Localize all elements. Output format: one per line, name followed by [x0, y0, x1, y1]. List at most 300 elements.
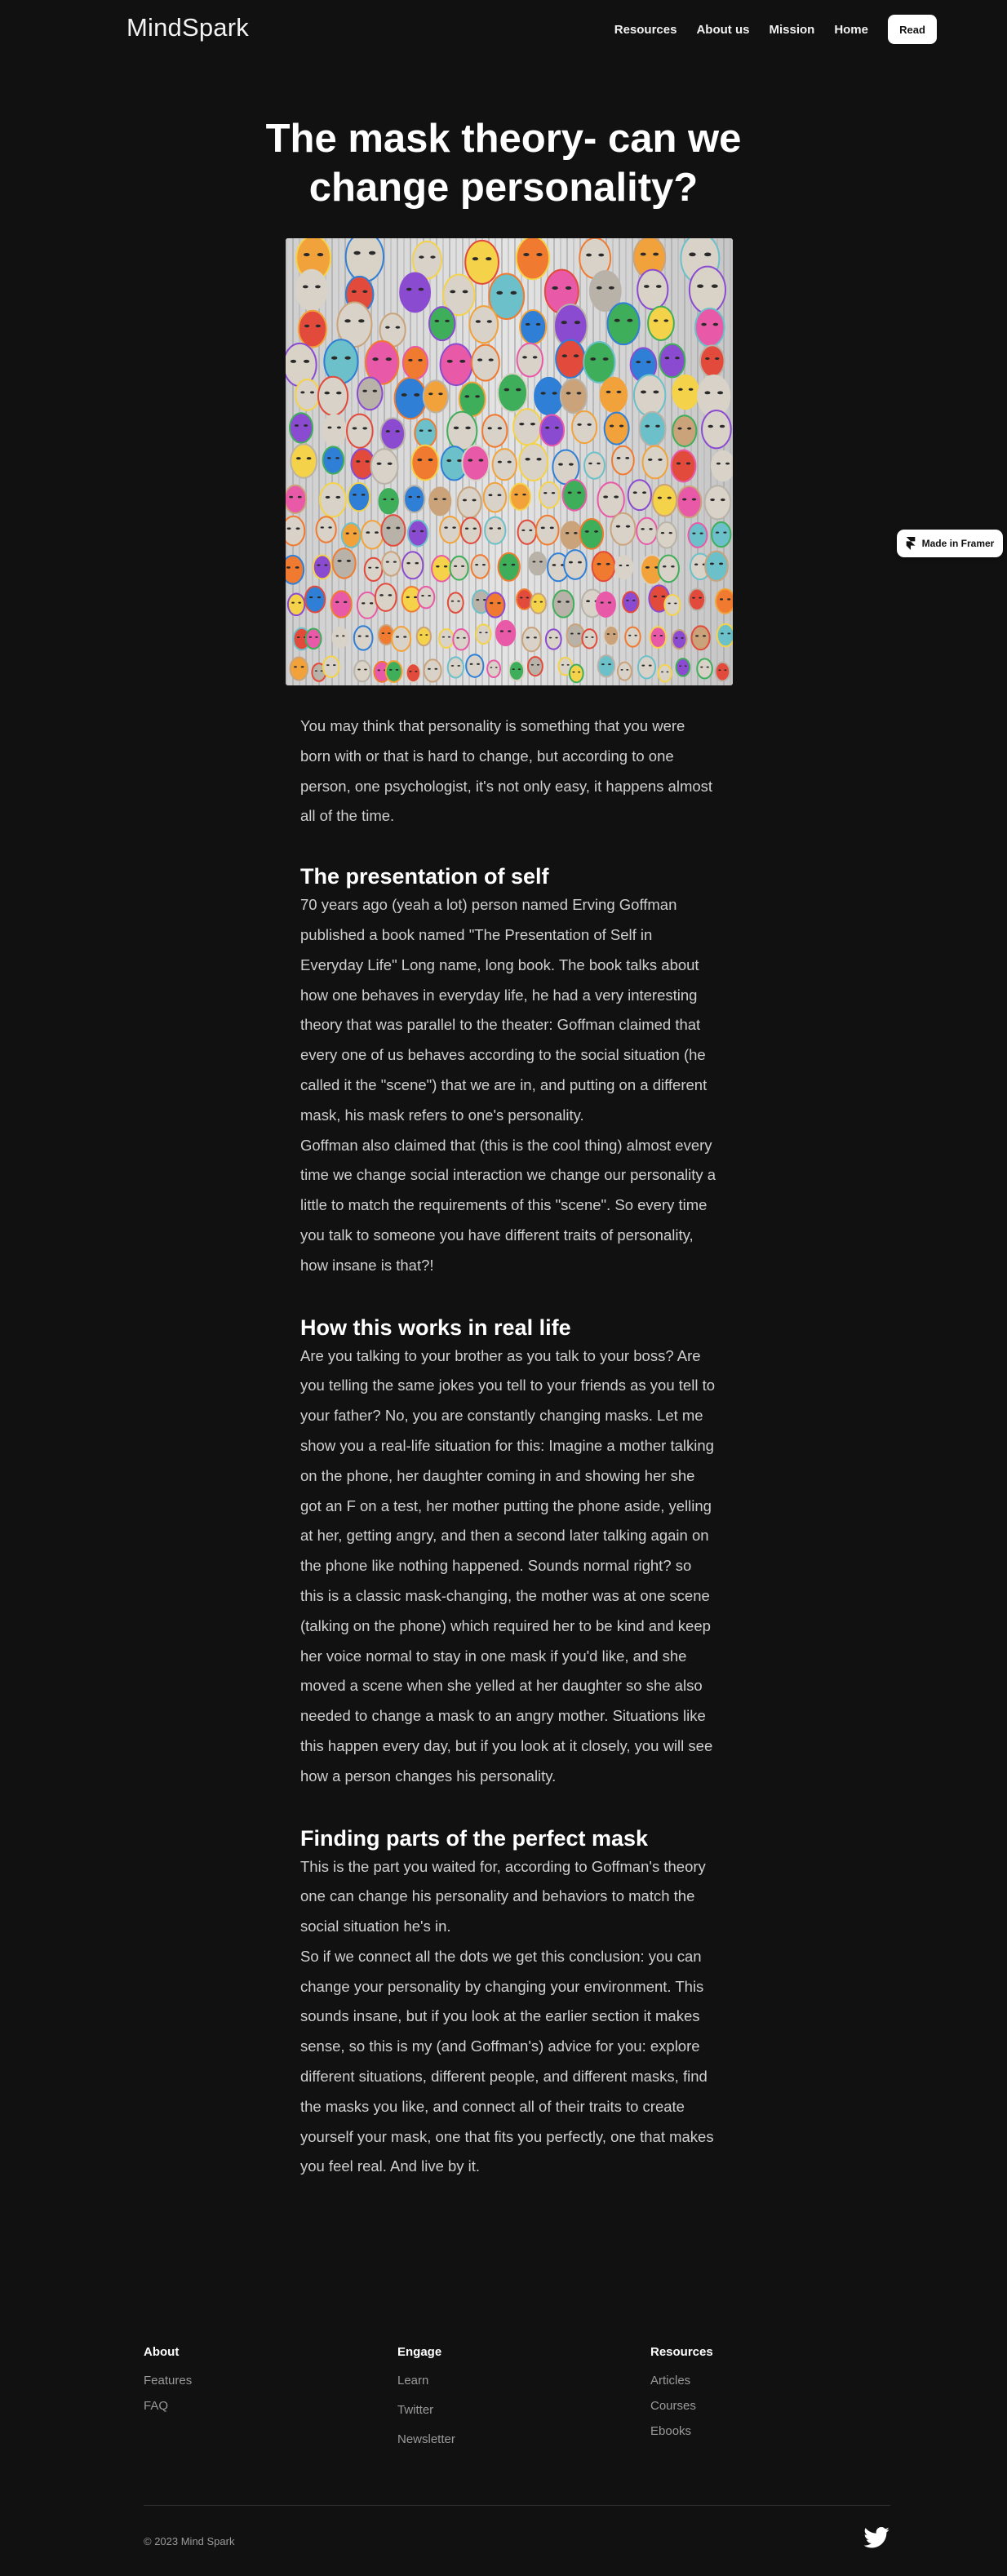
nav-link-resources[interactable]: Resources — [614, 22, 677, 37]
mask-eye — [500, 630, 504, 632]
mask-eye — [477, 663, 480, 665]
mask-face — [664, 595, 680, 615]
mask-eye — [562, 354, 567, 357]
mask-eye — [395, 430, 399, 432]
mask-eye — [303, 286, 308, 289]
mask-eye — [588, 463, 592, 464]
mask-eye — [552, 392, 557, 394]
mask-face — [615, 556, 632, 579]
mask-eye — [626, 565, 629, 566]
mask-face — [634, 375, 665, 415]
mask-eye — [713, 323, 718, 326]
mask-eye — [721, 499, 725, 501]
mask-face — [689, 523, 708, 548]
mask-eye — [335, 457, 339, 459]
mask-eye — [347, 560, 351, 562]
mask-face — [517, 589, 532, 610]
mask-eye — [353, 494, 357, 496]
copyright: © 2023 Mind Spark — [144, 2535, 235, 2547]
mask-eye — [617, 457, 621, 459]
made-in-framer-badge[interactable] — [897, 530, 1003, 557]
mask-eye — [364, 668, 367, 670]
mask-eye — [482, 564, 486, 565]
mask-eye — [414, 596, 417, 598]
mask-eye — [300, 391, 304, 393]
footer-link-newsletter[interactable]: Newsletter — [397, 2432, 455, 2446]
mask-eye — [317, 253, 324, 256]
mask-eye — [442, 636, 445, 638]
mask-face — [450, 556, 468, 580]
mask-eye — [727, 598, 730, 600]
mask-eye — [529, 530, 532, 531]
mask-eye — [601, 601, 604, 603]
mask-eye — [665, 357, 670, 359]
mask-eye — [346, 533, 349, 534]
mask-eye — [298, 602, 301, 604]
mask-eye — [478, 459, 483, 461]
mask-eye — [561, 664, 564, 666]
mask-face — [354, 626, 373, 650]
mask-face — [672, 630, 687, 649]
mask-face — [564, 550, 587, 579]
mask-eye — [586, 254, 592, 257]
footer-link-features[interactable]: Features — [144, 2374, 193, 2388]
mask-face — [677, 486, 702, 517]
mask-face — [637, 518, 657, 544]
mask-eye — [700, 532, 703, 534]
mask-eye — [414, 393, 419, 397]
mask-face — [381, 515, 405, 546]
mask-eye — [373, 390, 377, 392]
footer-divider — [144, 2505, 890, 2506]
mask-eye — [315, 286, 321, 289]
mask-eye — [723, 531, 726, 533]
mask-face — [313, 555, 331, 579]
mask-eye — [454, 427, 459, 430]
footer-link-faq[interactable]: FAQ — [144, 2399, 169, 2413]
mask-eye — [523, 253, 529, 256]
mask-eye — [534, 636, 537, 638]
mask-eye — [603, 495, 608, 498]
mask-face — [342, 523, 361, 548]
mask-eye — [430, 255, 435, 259]
mask-eye — [356, 460, 360, 463]
mask-eye — [655, 425, 660, 428]
mask-eye — [694, 564, 698, 565]
mask-eye — [503, 564, 507, 566]
mask-face — [689, 589, 705, 610]
mask-face — [597, 592, 615, 617]
mask-eye — [549, 637, 552, 639]
article-body — [300, 712, 718, 2215]
mask-eye — [368, 567, 371, 569]
mask-face — [333, 548, 356, 579]
mask-eye — [516, 388, 521, 392]
mask-eye — [490, 602, 493, 604]
mask-eye — [536, 458, 541, 460]
mask-face — [424, 380, 448, 412]
mask-eye — [297, 636, 300, 638]
mask-eye — [325, 392, 330, 395]
mask-face — [623, 592, 638, 612]
mask-eye — [295, 566, 299, 569]
mask-eye — [444, 526, 447, 528]
mask-eye — [717, 391, 723, 394]
mask-eye — [654, 319, 659, 321]
mask-eye — [568, 491, 572, 494]
section-heading: Finding parts of the perfect mask — [300, 1825, 649, 1851]
mask-eye — [401, 393, 407, 397]
mask-eye — [569, 561, 573, 564]
mask-face — [536, 516, 559, 545]
mask-face — [640, 412, 666, 446]
mask-face — [659, 344, 685, 378]
mask-eye — [512, 564, 516, 566]
mask-eye — [674, 602, 677, 604]
mask-eye — [296, 457, 301, 459]
mask-eye — [406, 562, 410, 565]
mask-eye — [436, 565, 439, 567]
section-real-life — [300, 1314, 718, 1792]
mask-face — [295, 379, 319, 410]
mask-eye — [534, 601, 536, 603]
mask-eye — [653, 253, 659, 256]
mask-face — [403, 347, 428, 379]
mask-face — [320, 483, 346, 517]
footer-column-resources — [650, 2345, 713, 2438]
mask-eye — [434, 498, 438, 500]
mask-face — [522, 627, 541, 651]
mask-eye — [518, 668, 521, 670]
mask-face — [539, 482, 559, 508]
mask-eye — [508, 461, 512, 463]
mask-face — [528, 657, 543, 676]
mask-face — [418, 587, 434, 609]
mask-face — [607, 303, 639, 344]
mask-eye — [457, 601, 459, 602]
mask-face — [375, 583, 397, 611]
mask-eye — [498, 527, 502, 530]
mask-eye — [335, 601, 339, 604]
mask-eye — [566, 286, 571, 290]
mask-eye — [386, 527, 390, 530]
mask-eye — [338, 560, 342, 562]
footer-link-learn[interactable]: Learn — [397, 2374, 429, 2388]
mask-eye — [425, 634, 428, 636]
mask-eye — [587, 423, 591, 426]
mask-eye — [417, 496, 421, 499]
mask-face — [448, 657, 464, 677]
mask-face — [553, 591, 574, 618]
mask-eye — [488, 494, 492, 496]
mask-eye — [703, 635, 706, 636]
mask-face — [439, 629, 454, 648]
mask-eye — [597, 463, 600, 464]
mask-face — [625, 627, 640, 647]
mask-face — [432, 556, 451, 582]
mask-eye — [461, 565, 464, 567]
mask-eye — [557, 601, 561, 603]
mask-face — [290, 413, 313, 442]
mask-face — [659, 665, 672, 682]
footer-link-courses[interactable]: Courses — [650, 2399, 696, 2413]
mask-eye — [386, 561, 389, 562]
mask-eye — [294, 666, 297, 667]
mask-eye — [388, 594, 393, 596]
curtain-stripe — [638, 238, 640, 685]
mask-face — [466, 654, 483, 677]
twitter-icon[interactable] — [863, 2527, 889, 2548]
mask-eye — [685, 665, 687, 667]
mask-face — [458, 487, 481, 518]
mask-eye — [526, 323, 530, 326]
mask-face — [499, 553, 520, 581]
mask-face — [402, 552, 423, 579]
mask-eye — [379, 594, 384, 596]
mask-eye — [712, 284, 718, 287]
nav-link-about-us[interactable]: About us — [696, 22, 750, 37]
mask-eye — [566, 601, 570, 603]
mask-face — [404, 485, 424, 512]
mask-eye — [526, 636, 530, 638]
mask-eye — [641, 390, 646, 393]
mask-face — [638, 656, 655, 678]
mask-eye — [353, 427, 357, 429]
mask-face — [498, 374, 527, 412]
mask-eye — [727, 632, 730, 634]
mask-eye — [454, 565, 457, 567]
mask-eye — [304, 424, 308, 427]
mask-eye — [473, 528, 477, 530]
mask-eye — [465, 528, 468, 530]
mask-eye — [668, 497, 672, 499]
mask-eye — [304, 325, 309, 327]
mask-eye — [520, 597, 522, 599]
mask-face — [472, 555, 490, 579]
footer-link-articles[interactable]: Articles — [650, 2374, 691, 2388]
mask-face — [286, 517, 304, 546]
logo[interactable]: MindSpark — [126, 13, 249, 42]
mask-eye — [720, 425, 725, 428]
mask-eye — [464, 395, 469, 397]
mask-eye — [585, 636, 588, 638]
mask-face — [580, 519, 603, 549]
mask-eye — [388, 632, 390, 634]
footer-column-title: About — [144, 2345, 180, 2359]
mask-eye — [558, 463, 563, 465]
mask-eye — [328, 526, 331, 528]
mask-eye — [457, 665, 459, 667]
mask-face — [286, 485, 306, 513]
mask-eye — [451, 601, 454, 602]
mask-eye — [619, 425, 623, 428]
mask-eye — [585, 530, 589, 533]
footer-link-ebooks[interactable]: Ebooks — [650, 2424, 692, 2438]
mask-face — [291, 444, 317, 477]
mask-eye — [465, 427, 471, 430]
footer-link-twitter[interactable]: Twitter — [397, 2403, 434, 2417]
mask-eye — [598, 254, 604, 257]
mask-face — [716, 589, 733, 614]
mask-eye — [435, 320, 440, 322]
mask-face — [517, 238, 549, 279]
mask-eye — [653, 390, 659, 393]
mask-eye — [409, 671, 411, 672]
mask-eye — [357, 668, 361, 670]
mask-eye — [406, 288, 412, 291]
mask-eye — [389, 669, 393, 671]
footer-column-about — [144, 2345, 192, 2413]
mask-eye — [634, 635, 637, 636]
mask-eye — [677, 462, 681, 464]
mask-eye — [508, 630, 511, 632]
mask-eye — [489, 527, 493, 530]
mask-face — [469, 306, 498, 343]
mask-eye — [485, 632, 487, 633]
mask-eye — [428, 668, 431, 670]
mask-eye — [403, 636, 406, 637]
mask-eye — [412, 530, 415, 532]
mask-face — [476, 624, 490, 644]
mask-eye — [286, 566, 291, 569]
mask-face — [519, 444, 548, 481]
section-paragraph: 70 years ago (yeah a lot) person named Erving Goffman published a book named "The Presentation of Self in Everyday Life" Long name, long book. The book talks about how one behaves in everyday life, he had a very interesting theory that was parallel to the theater: Goffman claimed that every one of us behaves according to the social situation (he called it the "scene") that we are in, and putting on a different mask, his mask refers to one's personality. — [300, 896, 708, 1124]
mask-face — [429, 487, 450, 515]
mask-eye — [662, 596, 665, 597]
nav-link-home[interactable]: Home — [834, 22, 868, 37]
mask-eye — [512, 668, 515, 670]
mask-eye — [654, 596, 657, 597]
read-button[interactable]: Read — [888, 15, 937, 44]
mask-eye — [366, 635, 369, 636]
mask-face — [691, 626, 709, 650]
nav-link-mission[interactable]: Mission — [769, 22, 815, 37]
mask-eye — [645, 425, 650, 428]
mask-eye — [370, 602, 373, 604]
mask-eye — [625, 457, 629, 459]
mask-face — [417, 627, 431, 645]
mask-eye — [396, 669, 399, 671]
mask-eye — [353, 533, 357, 534]
mask-eye — [497, 494, 501, 496]
mask-face — [556, 340, 585, 378]
mask-eye — [335, 496, 340, 499]
mask-face — [487, 660, 500, 677]
mask-eye — [417, 459, 422, 461]
mask-face — [509, 661, 524, 681]
mask-eye — [450, 290, 455, 294]
mask-eye — [448, 636, 450, 638]
mask-eye — [309, 596, 313, 598]
mask-eye — [456, 637, 459, 639]
mask-face — [540, 415, 564, 446]
mask-face — [648, 307, 674, 340]
mask-face — [406, 663, 421, 682]
mask-eye — [428, 595, 431, 596]
mask-eye — [660, 635, 663, 636]
nav-links — [614, 15, 937, 44]
mask-eye — [699, 597, 702, 599]
mask-eye — [344, 357, 350, 360]
mask-eye — [586, 600, 590, 602]
mask-eye — [326, 496, 330, 499]
mask-eye — [388, 463, 393, 465]
mask-face — [411, 446, 438, 481]
mask-face — [484, 483, 507, 512]
mask-eye — [452, 526, 455, 528]
mask-eye — [577, 423, 581, 426]
mask-eye — [561, 321, 567, 324]
mask-eye — [472, 499, 476, 501]
mask-eye — [463, 637, 466, 639]
mask-eye — [701, 323, 706, 326]
mask-eye — [289, 496, 293, 499]
mask-eye — [577, 392, 582, 394]
mask-eye — [295, 424, 299, 427]
mask-face — [717, 624, 733, 646]
mask-eye — [536, 253, 542, 256]
mask-eye — [710, 563, 714, 565]
mask-eye — [566, 532, 570, 534]
mask-eye — [552, 492, 555, 494]
mask-face — [371, 449, 398, 484]
mask-eye — [486, 257, 491, 260]
mask-eye — [419, 255, 424, 259]
mask-face — [305, 587, 325, 613]
mask-eye — [724, 669, 726, 671]
mask-eye — [385, 326, 390, 329]
mask-eye — [420, 530, 424, 532]
mask-eye — [570, 632, 574, 634]
mask-face — [365, 558, 383, 581]
made-in-framer-label: Made in Framer — [921, 538, 995, 549]
section-paragraph: Are you talking to your brother as you talk to your boss? Are you telling the same jokes you tell to your friends as you tell to your father? No, you are constantly changing masks. Let me show you a real-life situation for this: Imagine a mother talking on the phone, her daughter coming in and showing her she got an F on a test, her mother putting the phone aside, yelling at her, getting angry, and then a second later talking again on the phone like nothing happened. Sounds normal right? so this is a classic mask-changing, the mother was at one scene (talking on the phone) which required her to be kind and keep her voice normal to stay in one mask if you'd like, and she moved a scene when she yelled at her daughter so she also needed to change a mask to an angry mother. Situations like this happen every day, but if you look at it closely, you will see how a person changes his personality. — [300, 1346, 715, 1785]
section-heading: The presentation of self — [300, 864, 549, 889]
curtain-stripe — [579, 238, 581, 685]
mask-eye — [333, 664, 336, 666]
mask-eye — [686, 462, 690, 464]
mask-face — [702, 410, 731, 448]
mask-eye — [418, 359, 422, 361]
mask-eye — [708, 425, 713, 428]
mask-face — [582, 629, 597, 648]
mask-face — [346, 238, 384, 282]
mask-eye — [475, 564, 478, 565]
mask-eye — [705, 357, 709, 360]
mask-eye — [725, 463, 730, 465]
mask-eye — [396, 326, 401, 329]
mask-eye — [457, 459, 462, 462]
mask-eye — [451, 665, 454, 667]
top-nav — [0, 0, 1007, 59]
mask-eye — [689, 388, 694, 391]
mask-eye — [327, 457, 331, 459]
mask-face — [299, 311, 326, 348]
mask-face — [672, 415, 696, 446]
mask-eye — [498, 427, 502, 429]
mask-eye — [301, 666, 304, 667]
mask-face — [618, 663, 632, 681]
mask-eye — [661, 532, 664, 534]
mask-eye — [649, 665, 652, 667]
mask-face — [317, 517, 336, 543]
intro-paragraph: You may think that personality is something that you were born with or that is hard to change, but according to one person, one psychologist, it's not only easy, it happens almost all of the time. — [300, 717, 713, 825]
footer-column-title: Resources — [650, 2345, 713, 2359]
mask-face — [441, 344, 472, 386]
mask-eye — [317, 564, 320, 565]
mask-eye — [719, 563, 723, 565]
mask-eye — [697, 284, 703, 287]
